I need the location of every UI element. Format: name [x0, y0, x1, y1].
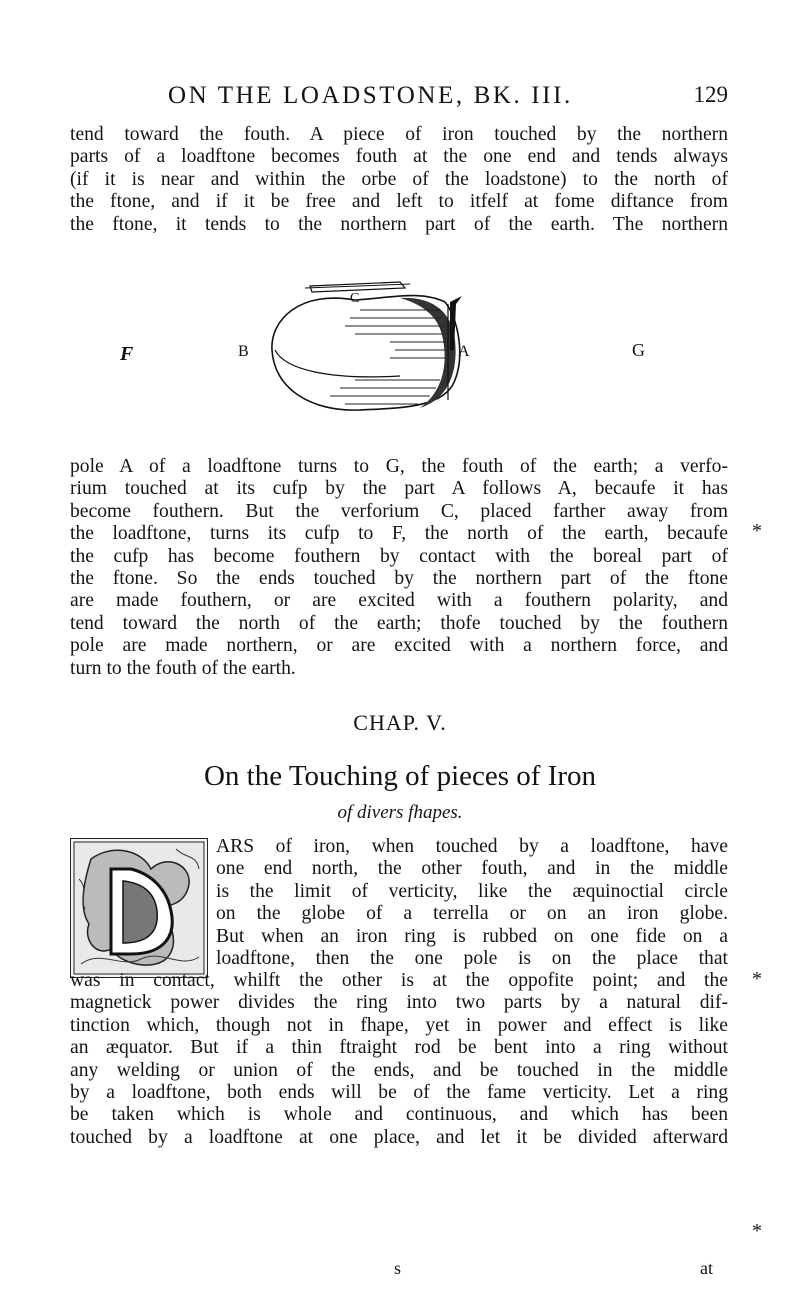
margin-mark: *	[752, 520, 762, 542]
text-line: rium touched at its cufp by the part A follows A, becaufe it has	[70, 478, 728, 500]
text-line: turn to the fouth of the earth.	[70, 657, 296, 679]
loadstone-figure	[100, 280, 660, 440]
catchword: at	[700, 1258, 713, 1278]
chapter-number: CHAP. V.	[353, 710, 447, 735]
text-line: one end north, the other fouth, and in the middle	[216, 858, 728, 880]
signature-mark: s	[394, 1258, 402, 1278]
margin-mark: *	[752, 968, 762, 990]
text-line: any welding or union of the ends, and be touched in the middle	[70, 1059, 728, 1081]
label-f: F	[120, 343, 134, 365]
text-line: become fouthern. But the verforium C, placed farther away from	[70, 500, 728, 522]
text-line: are made fouthern, or are excited with a fouthern polarity, and	[70, 590, 728, 612]
text-line: ARS of iron, when touched by a loadftone, have	[216, 836, 728, 857]
margin-mark: *	[752, 1220, 762, 1242]
text-line: is the limit of verticity, like the æquinoctial circle	[216, 880, 728, 902]
decorated-initial	[70, 838, 208, 978]
text-line: pole A of a loadftone turns to G, the fouth of the earth; a verfo-	[70, 456, 728, 477]
text-line: tinction which, though not in fhape, yet in power and effect is like	[70, 1014, 728, 1036]
loadstone-illustration	[272, 282, 462, 410]
page-number: 129	[693, 82, 728, 107]
text-line: be taken which is whole and continuous, and which has been	[70, 1104, 728, 1126]
chapter-title: On the Touching of pieces of Iron	[203, 760, 597, 792]
paragraph-1	[70, 124, 728, 236]
text-line: on the globe of a terrella or on an iron globe.	[216, 903, 728, 925]
running-header	[168, 82, 728, 118]
running-title: ON THE LOADSTONE, BK. III.	[168, 82, 573, 109]
text-line: touched by a loadftone at one place, and let it be divided afterward	[70, 1126, 728, 1148]
label-a: A	[458, 343, 470, 360]
label-c: C	[350, 291, 360, 306]
text-line: tend toward the fouth. A piece of iron touched by the northern	[70, 124, 728, 145]
text-line: magnetick power divides the ring into two parts by a natural dif-	[70, 992, 728, 1014]
text-line: the ftone. So the ends touched by the northern part of the ftone	[70, 568, 728, 590]
text-line: the ftone, and if it be free and left to itfelf at fome diftance from	[70, 191, 728, 213]
text-line: an æquator. But if a thin ftraight rod be bent into a ring without	[70, 1037, 728, 1059]
paragraph-2	[70, 456, 728, 680]
text-line: But when an iron ring is rubbed on one fide on a	[216, 925, 728, 947]
text-line: pole are made northern, or are excited with a northern force, and	[70, 635, 728, 657]
paragraph-3-indented	[216, 836, 728, 970]
chapter-subtitle: of divers fhapes.	[337, 802, 463, 823]
text-line: the loadftone, turns its cufp to F, the north of the earth, becaufe	[70, 523, 728, 545]
text-line: loadftone, then the one pole is on the place that	[216, 948, 728, 970]
paragraph-3	[70, 970, 728, 1149]
text-line: tend toward the north of the earth; thofe touched by the fouthern	[70, 612, 728, 634]
text-line: the ftone, it tends to the northern part of the earth. The northern	[70, 213, 728, 235]
text-line: by a loadftone, both ends will be of the fame verticity. Let a ring	[70, 1082, 728, 1104]
label-g: G	[632, 340, 645, 360]
text-line: (if it is near and within the orbe of the loadstone) to the north of	[70, 168, 728, 190]
label-b: B	[238, 343, 249, 360]
text-line: parts of a loadftone becomes fouth at the one end and tends always	[70, 146, 728, 168]
text-line: the cufp has become fouthern by contact with the boreal part of	[70, 545, 728, 567]
text-line: was in contact, whilft the other is at the oppofite point; and the	[70, 970, 728, 991]
